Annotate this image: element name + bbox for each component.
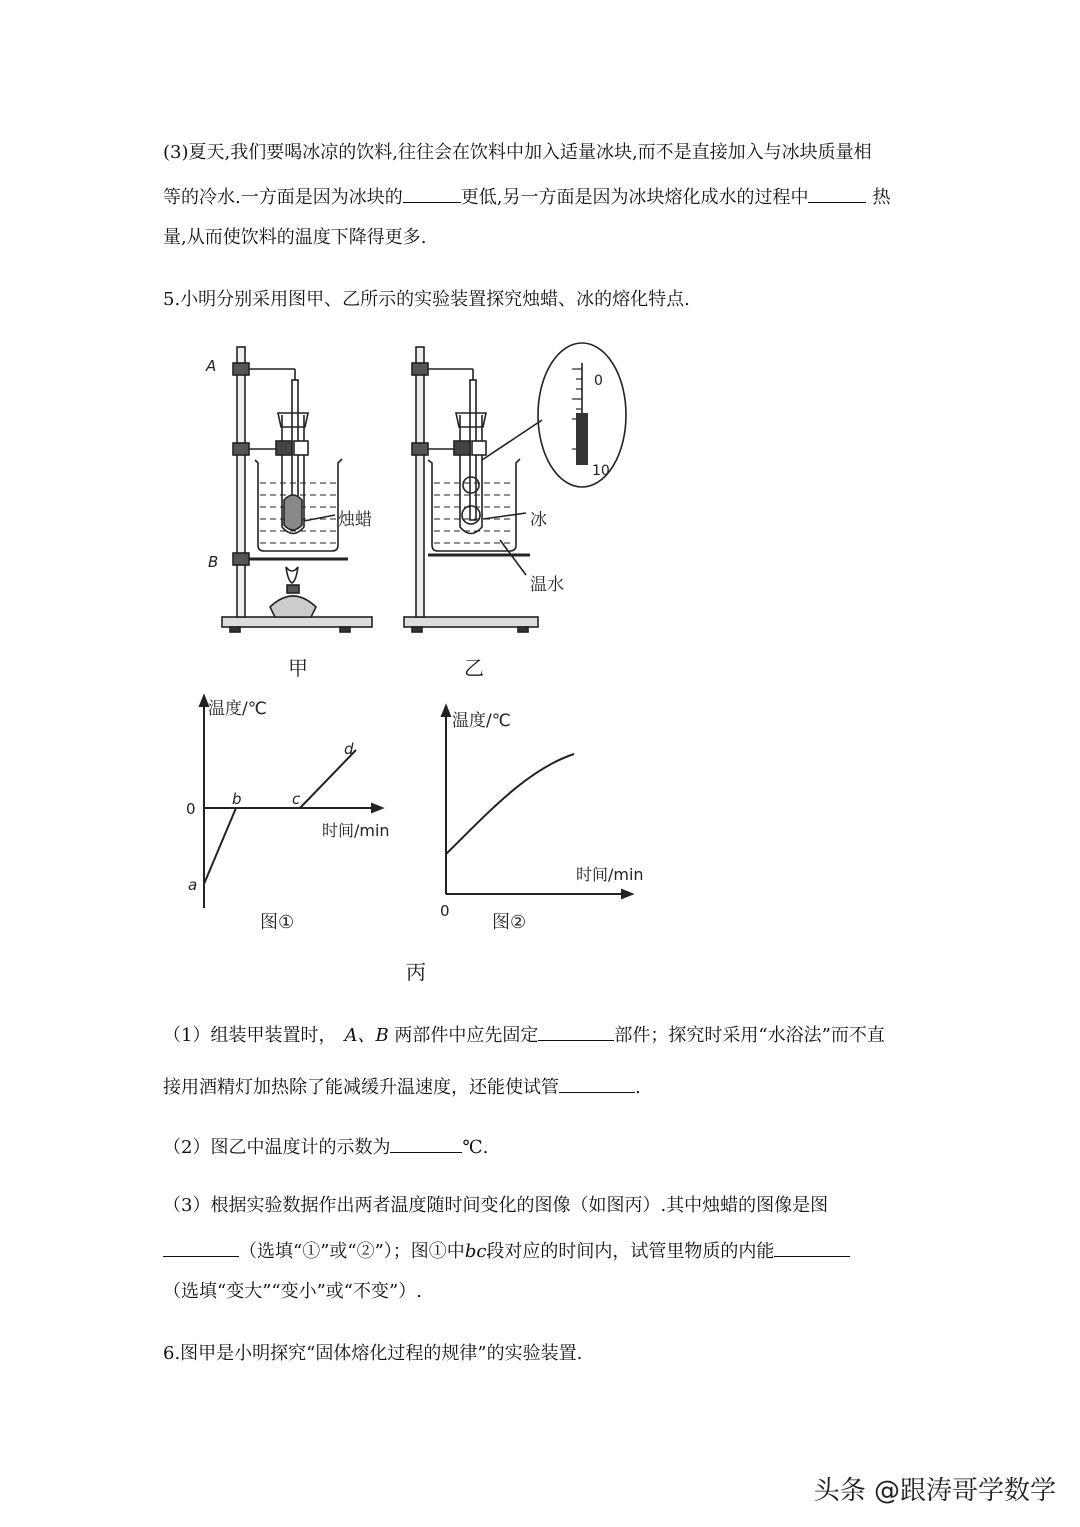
q5-p3-bc: bc xyxy=(464,1241,487,1262)
apparatus-jia xyxy=(222,347,372,632)
watermark: 头条 @跟涛哥学数学 xyxy=(813,1476,1056,1506)
point-b: b xyxy=(232,790,242,808)
graph2-xlabel: 时间/min xyxy=(576,865,644,884)
x-axis-arrow xyxy=(372,804,382,812)
q5-p2 xyxy=(163,1134,488,1160)
q6-title: 6.图甲是小明探究“固体熔化过程的规律”的实验装置. xyxy=(163,1343,583,1364)
q4-3-text-b: 更低,另一方面是因为冰块熔化成水的过程中 xyxy=(460,187,809,208)
answer-blank xyxy=(559,1074,635,1093)
q5-p1-text-line2: 接用酒精灯加热除了能减缓升温速度，还能使试管 xyxy=(163,1077,559,1098)
segment-cd xyxy=(300,750,356,808)
q5-title: 5.小明分别采用图甲、乙所示的实验装置探究烛蜡、冰的熔化特点. xyxy=(163,289,690,310)
graph1-caption: 图① xyxy=(260,912,295,933)
q5-p3-line2 xyxy=(163,1238,850,1264)
curve xyxy=(446,754,574,854)
q4-3-line2 xyxy=(163,184,890,210)
label-ice: 冰 xyxy=(530,510,547,530)
label-warm-water: 温水 xyxy=(530,575,564,595)
thermometer-10: 10 xyxy=(592,463,610,479)
y-axis-arrow xyxy=(442,706,450,716)
caption-bing: 丙 xyxy=(406,960,426,984)
q5-p1-text-b: 两部件中应先固定 xyxy=(388,1025,539,1046)
q5-p2-text-b: ℃. xyxy=(462,1137,489,1158)
q5-p3-text-b: 段对应的时间内，试管里物质的内能 xyxy=(486,1241,775,1262)
q5-p2-text-a: （2）图乙中温度计的示数为 xyxy=(163,1137,391,1158)
point-d: d xyxy=(344,740,354,758)
graph2-origin: 0 xyxy=(440,902,450,920)
label-A: A xyxy=(206,357,217,375)
apparatus-yi xyxy=(404,343,626,632)
q4-3-line3: 量,从而使饮料的温度下降得更多. xyxy=(163,227,427,248)
q5-p3-line3: （选填“变大”“变小”或“不变”）. xyxy=(163,1281,422,1302)
q4-3-text-a: 等的冷水.一方面是因为冰块的 xyxy=(163,187,403,208)
answer-blank xyxy=(163,1238,239,1257)
q5-p3-line1: （3）根据实验数据作出两者温度随时间变化的图像（如图丙）.其中烛蜡的图像是图 xyxy=(163,1195,829,1216)
answer-blank xyxy=(390,1134,462,1153)
graph1-origin: 0 xyxy=(186,800,196,818)
thermometer-0: 0 xyxy=(594,373,603,389)
q5-p1-line1 xyxy=(163,1022,885,1048)
q5-p1-text-a: （1）组装甲装置时， xyxy=(163,1025,337,1046)
point-c: c xyxy=(292,790,301,808)
graph1-xlabel: 时间/min xyxy=(322,821,390,840)
q5-p1-line2 xyxy=(163,1074,641,1100)
answer-blank xyxy=(774,1238,850,1257)
q4-3-text-c: 热 xyxy=(872,187,891,208)
graph2-ylabel: 温度/℃ xyxy=(452,711,511,731)
graph-2 xyxy=(426,700,666,940)
graph-1 xyxy=(180,692,410,942)
apparatus-figure xyxy=(200,335,660,685)
x-axis-arrow xyxy=(622,890,632,898)
answer-blank xyxy=(808,184,866,203)
q4-3-line1: (3)夏天,我们要喝冰凉的饮料,往往会在饮料中加入适量冰块,而不是直接加入与冰块质量相 xyxy=(163,142,872,163)
label-candle: 烛蜡 xyxy=(338,510,372,530)
answer-blank xyxy=(403,184,461,203)
graph1-ylabel: 温度/℃ xyxy=(208,699,267,719)
graph2-caption: 图② xyxy=(492,912,527,933)
caption-jia: 甲 xyxy=(288,656,308,680)
label-B: B xyxy=(208,553,219,571)
q5-p1-text-c: 部件；探究时采用“水浴法”而不直 xyxy=(614,1025,885,1046)
q5-p1-end: . xyxy=(635,1077,641,1098)
q5-p3-text-a: （选填“①”或“②”）；图①中 xyxy=(239,1241,465,1262)
segment-ab xyxy=(204,808,236,884)
point-a: a xyxy=(188,876,198,894)
y-axis-arrow xyxy=(200,696,208,706)
q5-p1-ab: A、B xyxy=(344,1025,389,1046)
answer-blank xyxy=(538,1022,614,1041)
caption-yi: 乙 xyxy=(464,656,484,680)
